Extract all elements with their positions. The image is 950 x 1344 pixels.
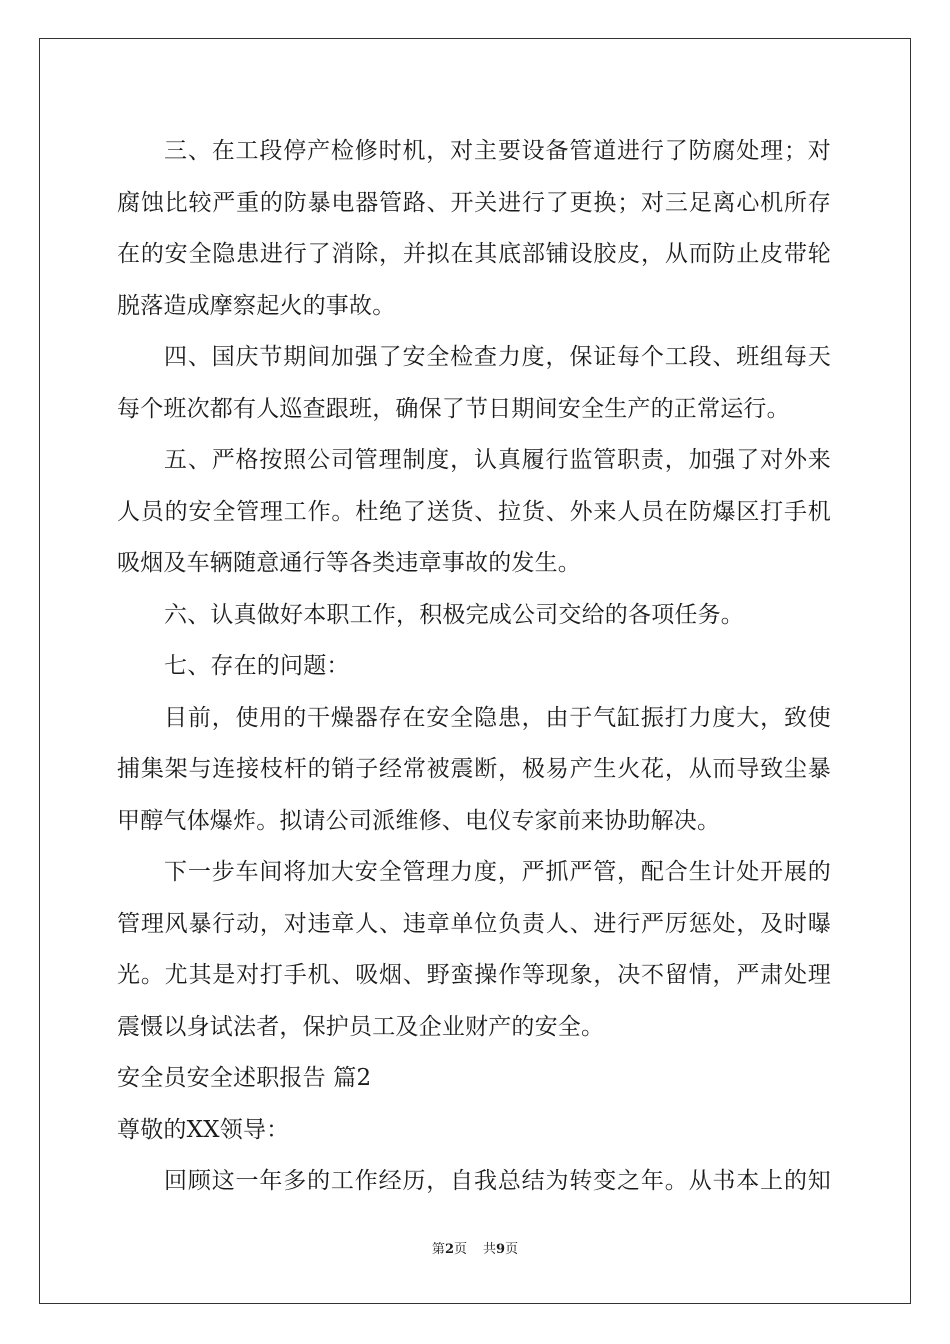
text-line: 捕集架与连接枝杆的销子经常被震断，极易产生火花，从而导致尘暴: [117, 756, 831, 782]
text-line: 吸烟及车辆随意通行等各类违章事故的发生。: [117, 550, 581, 576]
text-line: 六、认真做好本职工作，积极完成公司交给的各项任务。: [164, 601, 744, 628]
text-line: 目前，使用的干燥器存在安全隐患，由于气缸振打力度大，致使: [164, 704, 831, 731]
current-page-number: 2: [444, 1242, 454, 1257]
page-suffix: 页: [453, 1242, 467, 1257]
text-line: 脱落造成摩察起火的事故。: [117, 292, 396, 319]
document-body: [117, 126, 831, 1208]
text-line: 光。尤其是对打手机、吸烟、野蛮操作等现象，决不留情，严肃处理: [117, 962, 831, 988]
total-suffix: 页: [505, 1242, 519, 1257]
text-line: 安全员安全述职报告 篇2: [117, 1065, 372, 1091]
text-line: 回顾这一年多的工作经历，自我总结为转变之年。从书本上的知: [164, 1168, 831, 1194]
text-line: 腐蚀比较严重的防暴电器管路、开关进行了更换；对三足离心机所存: [117, 189, 831, 216]
total-prefix: 共: [483, 1242, 497, 1257]
page-prefix: 第: [431, 1242, 445, 1257]
text-line: 四、国庆节期间加强了安全检查力度，保证每个工段、班组每天: [164, 344, 831, 370]
total-page-number: 9: [496, 1242, 506, 1257]
text-line: 七、存在的问题：: [164, 653, 350, 679]
page-footer: [0, 1238, 950, 1257]
text-line: 管理风暴行动，对违章人、违章单位负责人、进行严厉惩处，及时曝: [117, 910, 831, 937]
text-line: 震慑以身试法者，保护员工及企业财产的安全。: [117, 1013, 605, 1040]
text-line: 下一步车间将加大安全管理力度，严抓严管，配合生计处开展的: [164, 859, 831, 885]
text-line: 甲醇气体爆炸。拟请公司派维修、电仪专家前来协助解决。: [117, 807, 721, 834]
text-line: 五、严格按照公司管理制度，认真履行监管职责，加强了对外来: [164, 447, 831, 473]
text-line: 每个班次都有人巡查跟班，确保了节日期间安全生产的正常运行。: [117, 395, 790, 422]
text-line: 三、在工段停产检修时机，对主要设备管道进行了防腐处理；对: [164, 138, 831, 164]
text-line: 人员的安全管理工作。杜绝了送货、拉货、外来人员在防爆区打手机: [117, 498, 831, 525]
text-line: 尊敬的XX领导：: [117, 1116, 290, 1143]
text-line: 在的安全隐患进行了消除，并拟在其底部铺设胶皮，从而防止皮带轮: [117, 241, 831, 267]
